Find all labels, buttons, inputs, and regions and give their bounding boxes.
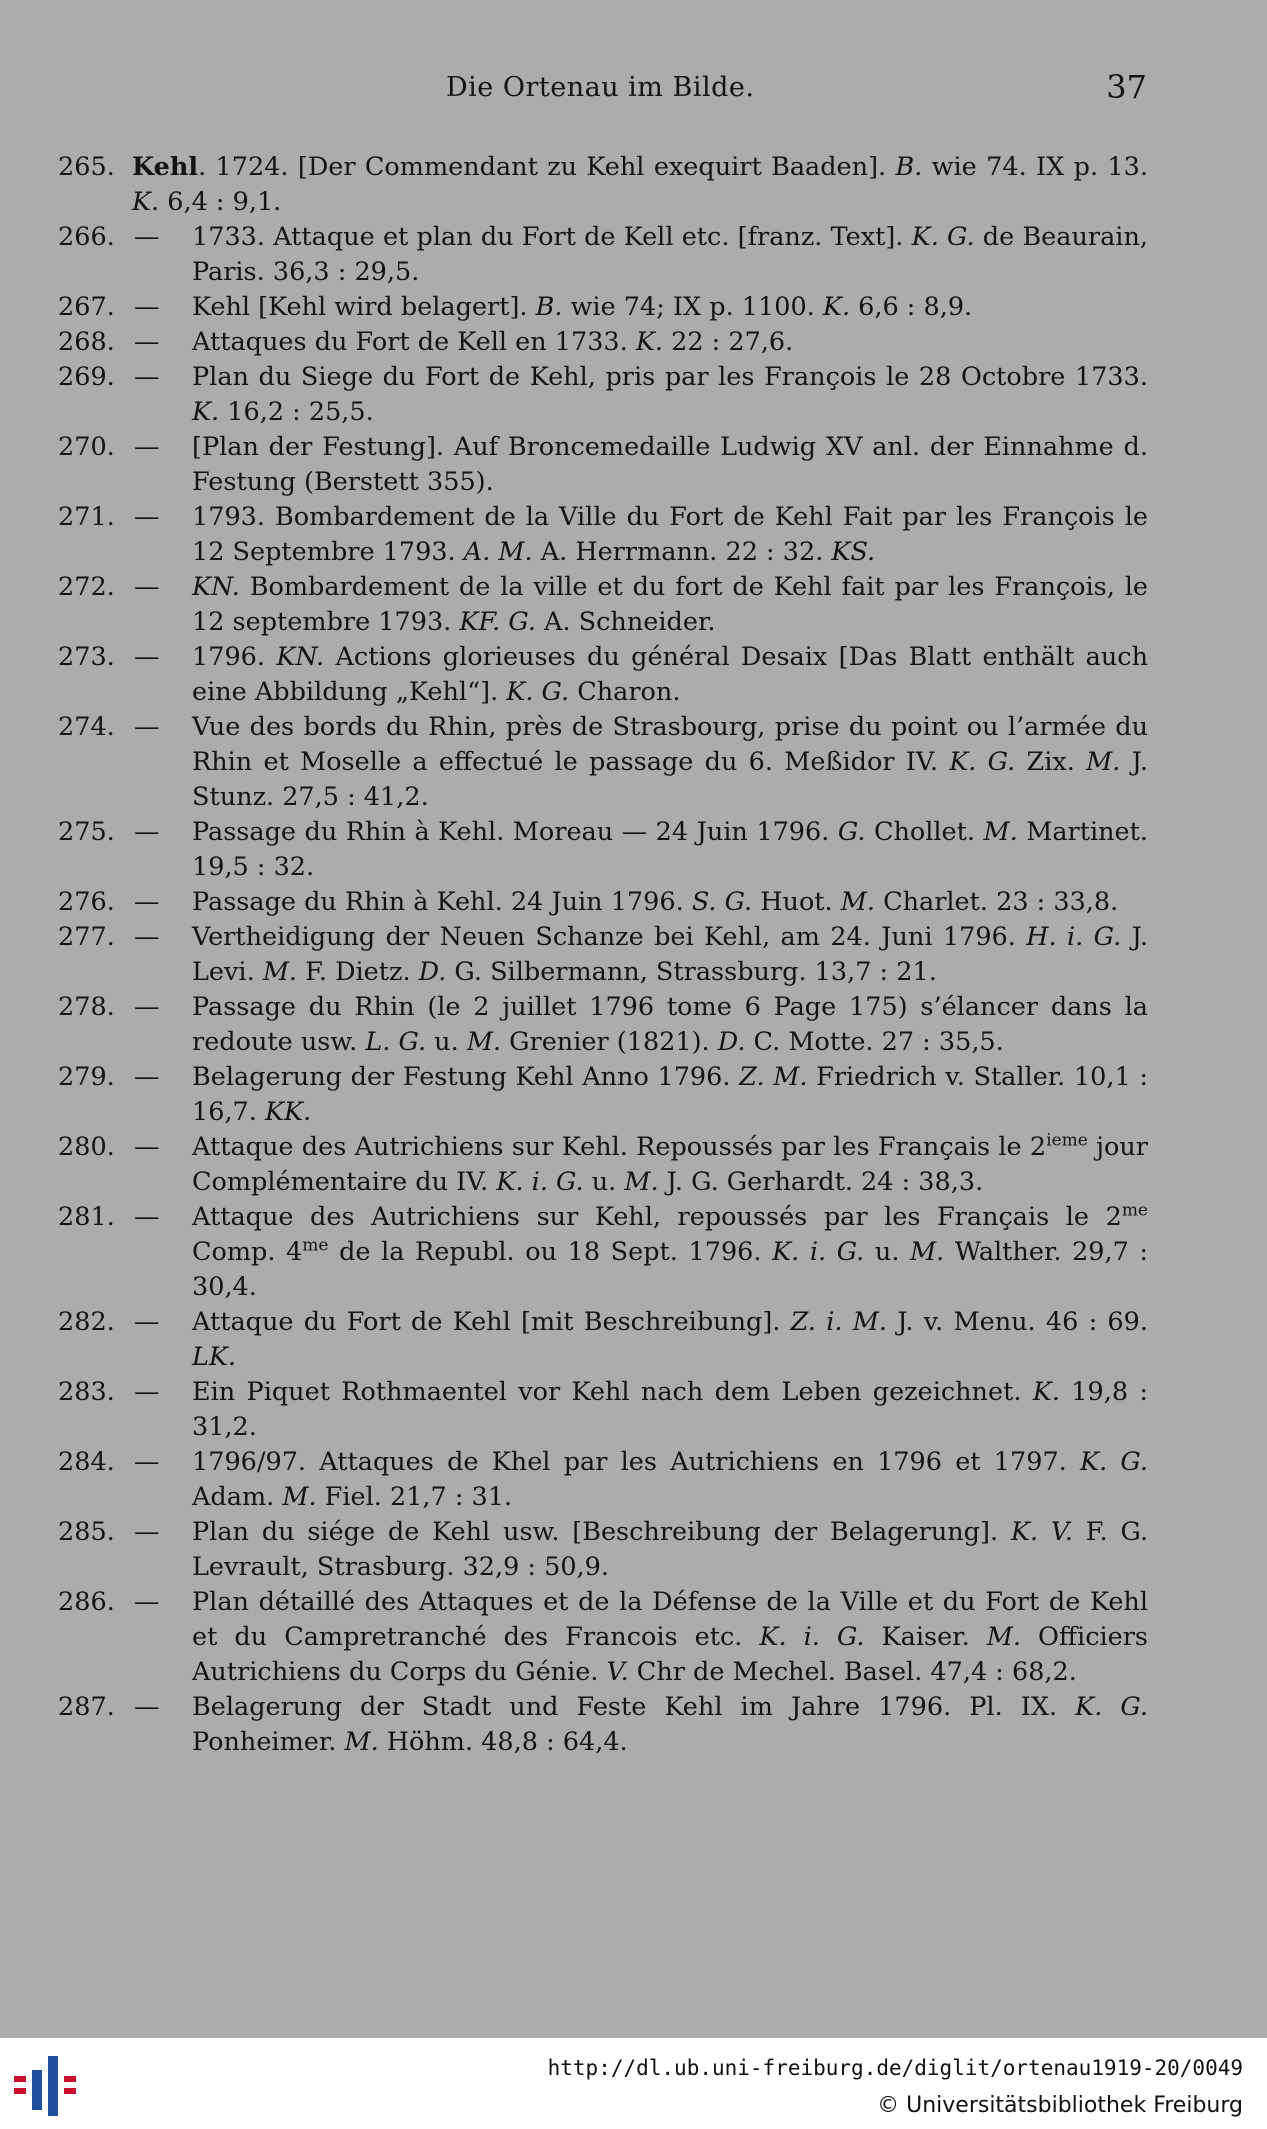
catalog-entry [0,710,1267,815]
catalog-entry [0,1690,1267,1760]
ditto-dash: — [134,502,160,532]
entry-text: 1733. Attaque et plan du Fort de Kell etc. [franz. Text]. K. G. de Beaurain, Paris. 36,3 : 29,5. [192,222,1148,287]
entry-number: 271. [58,502,115,532]
entry-text: Vertheidigung der Neuen Schanze bei Kehl, am 24. Juni 1796. H. i. G. J. Levi. M. F. Dietz. D. G. Silbermann, Strassburg. 13,7 : 21. [192,922,1148,987]
catalog-entry [0,220,1267,290]
entry-text: Vue des bords du Rhin, près de Strasbourg, prise du point ou l’armée du Rhin et Moselle a effectué le passage du 6. Meßidor IV. K. G. Zix. M. J. Stunz. 27,5 : 41,2. [192,712,1148,812]
catalog-entry [0,640,1267,710]
catalog-entry [0,1060,1267,1130]
catalog-entry [0,920,1267,990]
entry-number: 276. [58,887,115,917]
entry-number: 287. [58,1692,115,1722]
catalog-entry [0,290,1267,325]
entry-text: Attaque des Autrichiens sur Kehl, repoussés par les Français le $2^{me}$ Comp. $4^{me}$ de la Republ. ou 18 Sept. 1796. K. i. G. u. M. Walther. 29,7 : 30,4. [192,1200,1148,1302]
catalog-entry [0,1585,1267,1690]
ditto-dash: — [134,1307,160,1337]
entry-text: Plan du siége de Kehl usw. [Beschreibung der Belagerung]. K. V. F. G. Levrault, Strasburg. 32,9 : 50,9. [192,1517,1149,1582]
ditto-dash: — [134,292,160,322]
catalog-entry [0,150,1267,220]
catalog-entry [0,885,1267,920]
entry-number: 268. [58,327,115,357]
running-title: Die Ortenau im Bilde. [446,72,755,103]
entry-text: Belagerung der Stadt und Feste Kehl im Jahre 1796. Pl. IX. K. G. Ponheimer. M. Höhm. 48,8 : 64,4. [192,1692,1148,1757]
entry-number: 282. [58,1307,115,1337]
entry-number: 265. [58,152,115,182]
permalink-url[interactable]: http://dl.ub.uni-freiburg.de/diglit/ortenau1919-20/0049 [547,2056,1243,2080]
entry-number: 273. [58,642,115,672]
ditto-dash: — [134,1692,160,1722]
entry-text: Passage du Rhin à Kehl. 24 Juin 1796. S. G. Huot. M. Charlet. 23 : 33,8. [192,887,1119,917]
catalog-entries [0,150,1267,1760]
catalog-entry [0,360,1267,430]
ditto-dash: — [134,712,160,742]
entry-text: Attaque du Fort de Kehl [mit Beschreibung]. Z. i. M. J. v. Menu. 46 : 69. LK. [192,1307,1148,1372]
copyright-notice: © Universitätsbibliothek Freiburg [877,2093,1243,2118]
library-logo-icon[interactable] [12,2056,82,2118]
catalog-entry [0,430,1267,500]
entry-text: Kehl [Kehl wird belagert]. B. wie 74; IX p. 1100. K. 6,6 : 8,9. [192,292,973,322]
entry-text: Plan détaillé des Attaques et de la Défense de la Ville et du Fort de Kehl et du Campretranché des Francois etc. K. i. G. Kaiser. M. Officiers Autrichiens du Corps du Génie. V. Chr de Mechel. Basel. 47,4 : 68,2. [192,1587,1148,1687]
entry-text: Attaques du Fort de Kell en 1733. K. 22 : 27,6. [192,327,794,357]
entry-text: Attaque des Autrichiens sur Kehl. Repoussés par les Français le 2ieme jour Complémentaire du IV. K. i. G. u. M. J. G. Gerhardt. 24 : 38,3. [192,1130,1148,1197]
ditto-dash: — [134,572,160,602]
catalog-entry [0,815,1267,885]
ditto-dash: — [134,817,160,847]
ditto-dash: — [134,992,160,1022]
page-header [0,68,1267,112]
entry-number: 272. [58,572,115,602]
ditto-dash: — [134,327,160,357]
catalog-entry [0,500,1267,570]
catalog-entry [0,325,1267,360]
entry-text: Ein Piquet Rothmaentel vor Kehl nach dem Leben gezeichnet. K. 19,8 : 31,2. [192,1377,1148,1442]
entry-number: 278. [58,992,115,1022]
ditto-dash: — [134,222,160,252]
entry-text: Passage du Rhin à Kehl. Moreau — 24 Juin 1796. G. Chollet. M. Martinet. 19,5 : 32. [192,817,1148,882]
entry-text: 1796/97. Attaques de Khel par les Autrichiens en 1796 et 1797. K. G. Adam. M. Fiel. 21,7 : 31. [192,1447,1148,1512]
ditto-dash: — [134,922,160,952]
entry-number: 270. [58,432,115,462]
entry-number: 281. [58,1202,115,1232]
ditto-dash: — [134,1587,160,1617]
catalog-entry [0,1200,1267,1305]
entry-number: 284. [58,1447,115,1477]
entry-text: Passage du Rhin (le 2 juillet 1796 tome 6 Page 175) s’élancer dans la redoute usw. L. G. u. M. Grenier (1821). D. C. Motte. 27 : 35,5. [192,992,1148,1057]
entry-number: 283. [58,1377,115,1407]
catalog-entry [0,1130,1267,1200]
catalog-entry [0,1515,1267,1585]
ditto-dash: — [134,1517,160,1547]
ditto-dash: — [134,642,160,672]
entry-number: 286. [58,1587,115,1617]
catalog-entry [0,1375,1267,1445]
ditto-dash: — [134,362,160,392]
ditto-dash: — [134,1202,160,1232]
entry-text: Kehl. 1724. [Der Commendant zu Kehl exequirt Baaden]. B. wie 74. IX p. 13. K. 6,4 : 9,1. [132,152,1148,217]
entry-number: 275. [58,817,115,847]
ditto-dash: — [134,1132,160,1162]
ditto-dash: — [134,432,160,462]
entry-text: Plan du Siege du Fort de Kehl, pris par les François le 28 Octobre 1733. K. 16,2 : 25,5. [192,362,1148,427]
entry-number: 266. [58,222,115,252]
entry-text: 1796. KN. Actions glorieuses du général Desaix [Das Blatt enthält auch eine Abbildung „Kehl“]. K. G. Charon. [192,642,1148,707]
ditto-dash: — [134,1062,160,1092]
entry-text: Belagerung der Festung Kehl Anno 1796. Z. M. Friedrich v. Staller. 10,1 : 16,7. KK. [192,1062,1149,1127]
footer-bar [0,2038,1267,2129]
catalog-entry [0,1305,1267,1375]
page-number: 37 [1106,68,1147,106]
entry-text: 1793. Bombardement de la Ville du Fort de Kehl Fait par les François le 12 Septembre 1793. A. M. A. Herrmann. 22 : 32. KS. [192,502,1148,567]
ditto-dash: — [134,1377,160,1407]
ditto-dash: — [134,887,160,917]
entry-text: [Plan der Festung]. Auf Broncemedaille Ludwig XV anl. der Einnahme d. Festung (Berstett 355). [192,432,1148,497]
catalog-entry [0,990,1267,1060]
catalog-entry [0,1445,1267,1515]
entry-number: 277. [58,922,115,952]
entry-number: 269. [58,362,115,392]
entry-number: 280. [58,1132,115,1162]
ditto-dash: — [134,1447,160,1477]
entry-text: KN. Bombardement de la ville et du fort de Kehl fait par les François, le 12 septembre 1793. KF. G. A. Schneider. [192,572,1148,637]
entry-number: 274. [58,712,115,742]
catalog-entry [0,570,1267,640]
entry-number: 267. [58,292,115,322]
entry-number: 285. [58,1517,115,1547]
entry-number: 279. [58,1062,115,1092]
